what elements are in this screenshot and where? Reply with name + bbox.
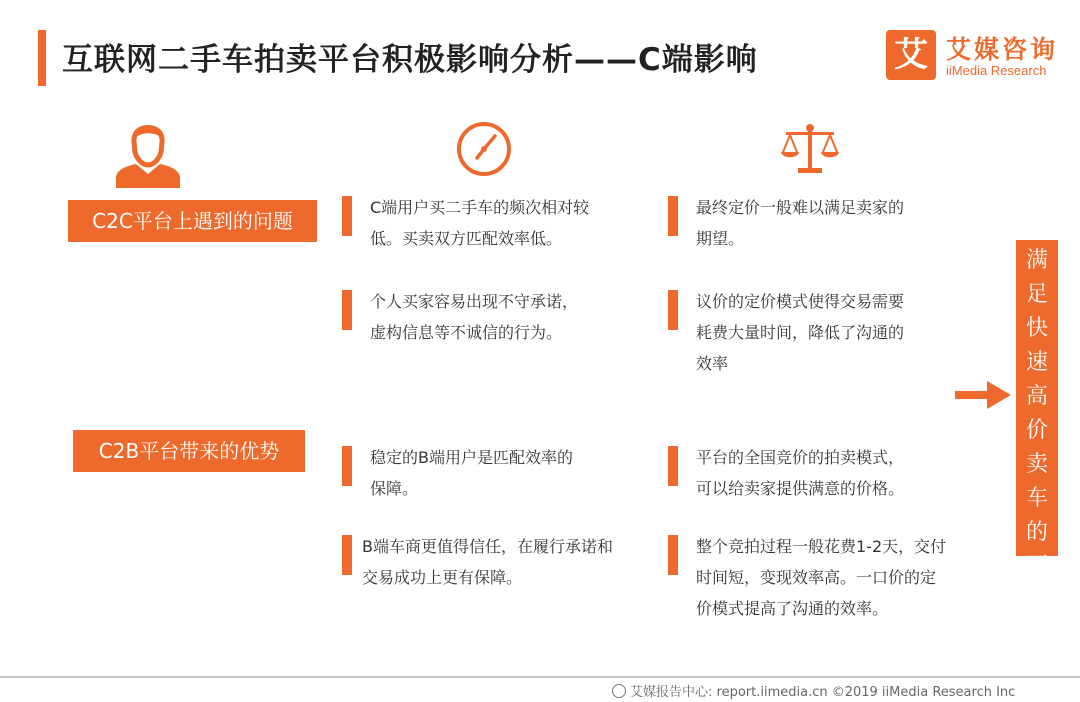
item-line: 议价的定价模式使得交易需要 (696, 292, 905, 311)
item-line: 可以给卖家提供满意的价格。 (696, 479, 905, 498)
item-line: 保障。 (370, 479, 419, 498)
item-line: 效率 (696, 354, 729, 373)
accent-bar (668, 535, 678, 575)
clock-icon (455, 120, 513, 178)
scale-icon (780, 122, 840, 176)
accent-bar (342, 446, 352, 486)
accent-bar (342, 290, 352, 330)
accent-bar (668, 196, 678, 236)
footer-text: 艾媒报告中心: report.iimedia.cn ©2019 iiMedia Research Inc (630, 685, 1016, 700)
c2b-advantages-label: C2B平台带来的优势 (73, 430, 305, 472)
item-line: 价模式提高了沟通的效率。 (696, 599, 889, 618)
page-title: 互联网二手车拍卖平台积极影响分析——C端影响 (62, 42, 758, 78)
item-line: 最终定价一般难以满足卖家的 (696, 198, 905, 217)
accent-bar (342, 196, 352, 236)
item-line: 虚构信息等不诚信的行为。 (370, 323, 563, 342)
item-text (696, 531, 946, 624)
footer-divider (0, 676, 1080, 678)
item-text (370, 192, 589, 254)
accent-bar (668, 290, 678, 330)
item-line: 整个竞拍过程一般花费1-2天，交付 (696, 537, 947, 556)
logo-mark: 艾 (886, 30, 936, 80)
item-line: C端用户买二手车的频次相对较 (370, 198, 590, 217)
item-text (362, 531, 613, 593)
person-icon (112, 114, 184, 188)
brand-logo (886, 30, 1066, 84)
item-line: 耗费大量时间，降低了沟通的 (696, 323, 905, 342)
accent-bar (668, 446, 678, 486)
c2c-problems-label: C2C平台上遇到的问题 (68, 200, 317, 242)
item-line: 稳定的B端用户是匹配效率的 (370, 448, 573, 467)
footer (612, 681, 1015, 700)
accent-bar (342, 535, 352, 575)
item-line: B端车商更值得信任，在履行承诺和 (362, 537, 613, 556)
item-line: 期望。 (696, 229, 745, 248)
item-text (370, 286, 578, 348)
item-line: 交易成功上更有保障。 (362, 568, 523, 587)
item-text (370, 442, 573, 504)
item-line: 时间短，变现效率高。一口价的定 (696, 568, 937, 587)
arrow-right-icon (955, 380, 1011, 410)
title-accent-bar (38, 30, 46, 86)
item-text (696, 286, 904, 379)
conclusion-text: 满足快速高价卖车的要求 (1025, 248, 1048, 613)
item-text (696, 442, 904, 504)
item-line: 低。买卖双方匹配效率低。 (370, 229, 563, 248)
globe-icon (612, 684, 626, 698)
item-line: 个人买家容易出现不守承诺， (370, 292, 579, 311)
item-text (696, 192, 904, 254)
conclusion-box (1016, 240, 1058, 613)
item-line: 平台的全国竞价的拍卖模式， (696, 448, 905, 467)
logo-name-en: iiMedia Research (946, 63, 1047, 78)
logo-name-cn: 艾媒咨询 (946, 35, 1059, 64)
